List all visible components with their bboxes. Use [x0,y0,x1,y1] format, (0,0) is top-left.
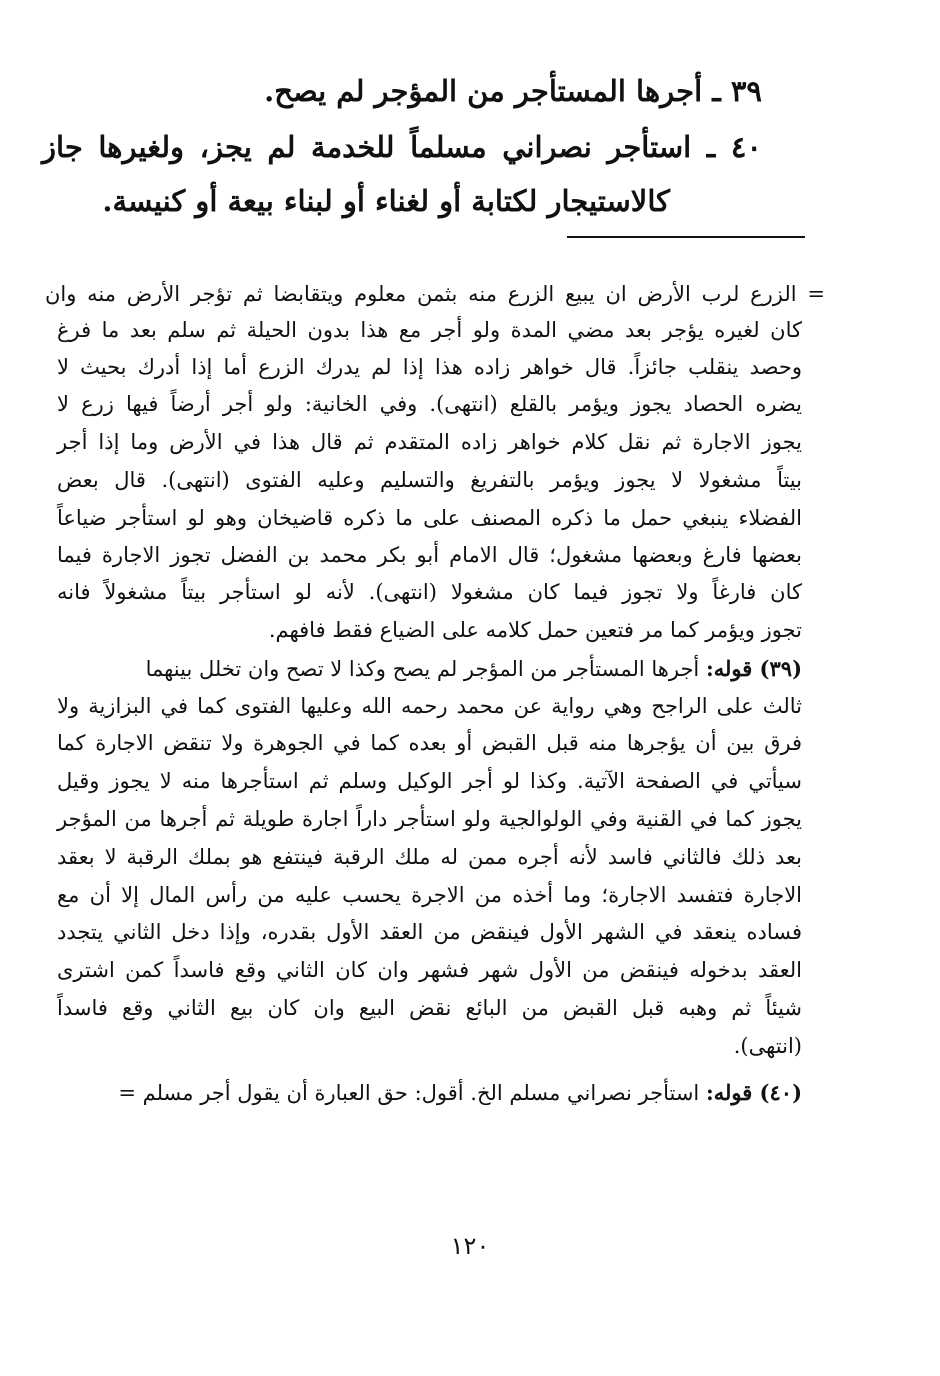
main-item-40-line1: ٤٠ ـ استأجر نصراني مسلماً للخدمة لم يجز، ولغيرها جاز [42,130,762,164]
footnote-39-line: فساده ينعقد في الشهر الأول فينقض من العقد الأول بقدره، وإذا دخل الثاني يتجدد [57,920,802,944]
footnote-39-last-line: (انتهى). [733,1034,802,1058]
footnote-line: بعضها فارغ وبعضها مشغول؛ قال الامام أبو بكر محمد بن الفضل تجوز الاجارة فيما [57,543,802,567]
footnote-line: بيتاً مشغولا لا يجوز ويؤمر بالتفريغ والتسليم وعليه الفتوى (انتهى). قال بعض [57,468,802,492]
footnote-39-line: سيأتي في الصفحة الآتية. وكذا لو أجر الوكيل وسلم ثم استأجرها منه لا يجوز وقيل [57,769,802,793]
main-item-39: ٣٩ ـ أجرها المستأجر من المؤجر لم يصح. [264,74,762,108]
footnote-40-line [57,1080,802,1105]
footnote-line: كان لغيره يؤجر بعد مضي المدة ولو أجر مع هذا بدون الحيلة ثم سلم بعد ما فرغ [57,318,802,342]
footnote-39-text: أجرها المستأجر من المؤجر لم يصح وكذا لا تصح وان تخلل بينهما [145,657,700,681]
main-item-40-line2: كالاستيجار لكتابة أو لغناء أو لبناء بيعة أو كنيسة. [102,184,670,218]
footnote-line: كان فارغاً ولا تجوز فيما كان مشغولا (انتهى). لأنه لو استأجر بيتاً مشغولاً فانه [57,580,802,604]
footnote-line: = الزرع لرب الأرض ان يبيع الزرع منه بثمن معلوم ويتقابضا ثم تؤجر الأرض منه وان [45,282,825,306]
footnote-39-line: شيئاً ثم وهبه قبل القبض من البائع نقض البيع وان كان بيع الثاني وقع فاسداً [57,996,802,1020]
footnote-separator [567,236,805,238]
footnote-39-line: بعد ذلك فالثاني فاسد لأنه أجره ممن له ملك الرقبة فينتفع هو بملك الرقبة لا بعقد [57,845,802,869]
footnote-line: يجوز الاجارة ثم نقل كلام خواهر زاده المتقدم ثم قال هذا في الأرض وما إذا أجر [57,430,802,454]
footnote-39-line: العقد بدخوله فينقض من الأول شهر فشهر وان كان الثاني وقع فاسداً كمن اشترى [57,958,802,982]
page-number: ١٢٠ [450,1232,490,1260]
footnote-39-first-line [57,656,802,681]
footnote-39-line: الاجارة فتفسد الاجارة؛ وما أخذه من الاجرة يحسب عليه من رأس المال إلا أن مع [57,883,802,907]
footnote-line: وحصد ينقلب جائزاً. قال خواهر زاده هذا إذا لم يدرك الزرع أما إذا أدرك بحيث لا [57,355,802,379]
footnote-39-label: (٣٩) قوله: [705,656,802,681]
footnote-39-line: فرق بين أن يؤجرها منه قبل القبض أو بعده كما في الجوهرة ولا تنقض الاجارة كما [57,731,802,755]
footnote-line: يضره الحصاد يجوز ويؤمر بالقلع (انتهى). وفي الخانية: ولو أجر أرضاً فيها زرع لا [57,392,802,416]
footnote-40-text: استأجر نصراني مسلم الخ. أقول: حق العبارة أن يقول أجر مسلم = [118,1081,700,1105]
footnote-39-line: يجوز كما في القنية وفي الولوالجية ولو استأجر داراً اجارة طويلة ثم أجرها من المؤجر [57,807,802,831]
footnote-40-label: (٤٠) قوله: [705,1080,802,1105]
footnote-line: تجوز ويؤمر كما مر فتعين حمل كلامه على الضياع فقط فافهم. [268,618,802,642]
footnote-line: الفضلاء ينبغي حمل ما ذكره المصنف على ما ذكره قاضيخان وهو لو استأجر ضياعاً [57,506,802,530]
footnote-39-line: ثالث على الراجح وهي رواية عن محمد رحمه الله وعليها الفتوى كما في البزازية ولا [57,694,802,718]
